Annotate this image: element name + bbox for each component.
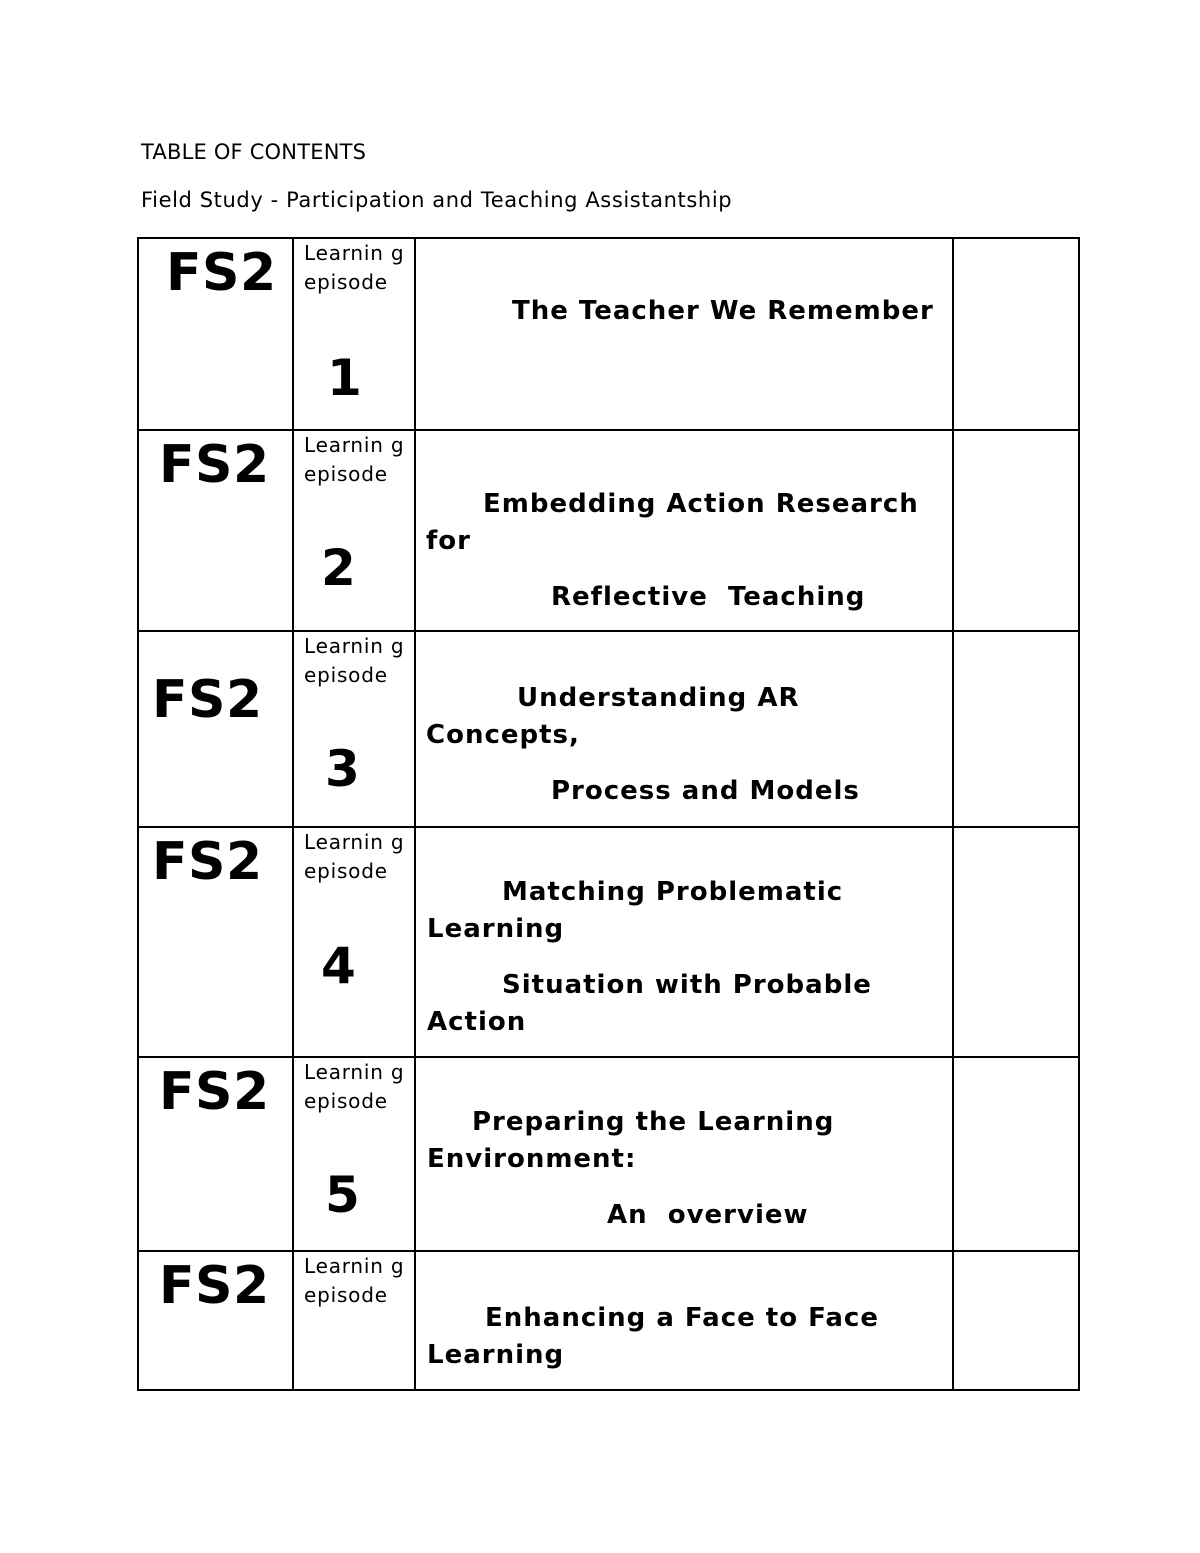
- episode-label: Learnin g episode: [304, 634, 405, 687]
- episode-title-line: The Teacher We Remember: [512, 296, 934, 326]
- page-cell: [953, 238, 1079, 430]
- episode-title-cell: [415, 631, 953, 827]
- episode-title-cell: [415, 238, 953, 430]
- episode-cell: [293, 827, 415, 1057]
- table-row: [138, 631, 1079, 827]
- episode-number: 1: [327, 349, 362, 407]
- episode-title-line: Environment:: [427, 1144, 637, 1174]
- episode-title-cell: [415, 1251, 953, 1390]
- course-code: FS2: [159, 435, 270, 495]
- course-code-cell: [138, 1251, 293, 1390]
- course-code: FS2: [152, 670, 263, 730]
- table-row: [138, 430, 1079, 631]
- document-heading: TABLE OF CONTENTS: [141, 140, 367, 164]
- episode-number: 4: [321, 937, 356, 995]
- document-subheading: Field Study - Participation and Teaching Assistantship: [141, 188, 733, 212]
- episode-title-cell: [415, 430, 953, 631]
- episode-title-line: Preparing the Learning: [472, 1107, 835, 1137]
- episode-cell: [293, 1057, 415, 1251]
- page-cell: [953, 631, 1079, 827]
- episode-cell: [293, 631, 415, 827]
- episode-title-line: Learning: [427, 914, 565, 944]
- contents-table: [137, 237, 1080, 1391]
- episode-label: Learnin g episode: [304, 1254, 405, 1307]
- episode-label: Learnin g episode: [304, 433, 405, 486]
- table-row: [138, 827, 1079, 1057]
- episode-title-line: Concepts,: [426, 720, 580, 750]
- episode-title-line: An overview: [607, 1200, 809, 1230]
- episode-label: Learnin g episode: [304, 241, 405, 294]
- episode-title-line: Learning: [427, 1340, 565, 1370]
- episode-title-line: Situation with Probable: [502, 970, 872, 1000]
- episode-title-cell: [415, 827, 953, 1057]
- course-code: FS2: [159, 1062, 270, 1122]
- episode-title-line: Enhancing a Face to Face: [485, 1303, 879, 1333]
- table-row: [138, 1251, 1079, 1390]
- episode-title-line: Process and Models: [551, 776, 860, 806]
- episode-label: Learnin g episode: [304, 1060, 405, 1113]
- episode-title-line: Reflective Teaching: [551, 582, 866, 612]
- course-code-cell: [138, 1057, 293, 1251]
- page-cell: [953, 430, 1079, 631]
- course-code-cell: [138, 827, 293, 1057]
- course-code-cell: [138, 430, 293, 631]
- course-code-cell: [138, 631, 293, 827]
- episode-number: 2: [321, 539, 356, 597]
- table-row: [138, 238, 1079, 430]
- episode-title-line: Understanding AR: [517, 683, 800, 713]
- course-code-cell: [138, 238, 293, 430]
- episode-title-line: Matching Problematic: [502, 877, 844, 907]
- episode-cell: [293, 430, 415, 631]
- episode-title-cell: [415, 1057, 953, 1251]
- table-row: [138, 1057, 1079, 1251]
- page-cell: [953, 827, 1079, 1057]
- episode-number: 5: [325, 1166, 360, 1224]
- episode-cell: [293, 238, 415, 430]
- episode-cell: [293, 1251, 415, 1390]
- course-code: FS2: [159, 1256, 270, 1316]
- course-code: FS2: [166, 243, 277, 303]
- episode-number: 3: [325, 740, 360, 798]
- page-cell: [953, 1057, 1079, 1251]
- episode-title-line: Action: [427, 1007, 527, 1037]
- episode-title-line: Embedding Action Research: [483, 489, 919, 519]
- episode-title-line: for: [426, 526, 471, 556]
- course-code: FS2: [152, 832, 263, 892]
- page-cell: [953, 1251, 1079, 1390]
- episode-label: Learnin g episode: [304, 830, 405, 883]
